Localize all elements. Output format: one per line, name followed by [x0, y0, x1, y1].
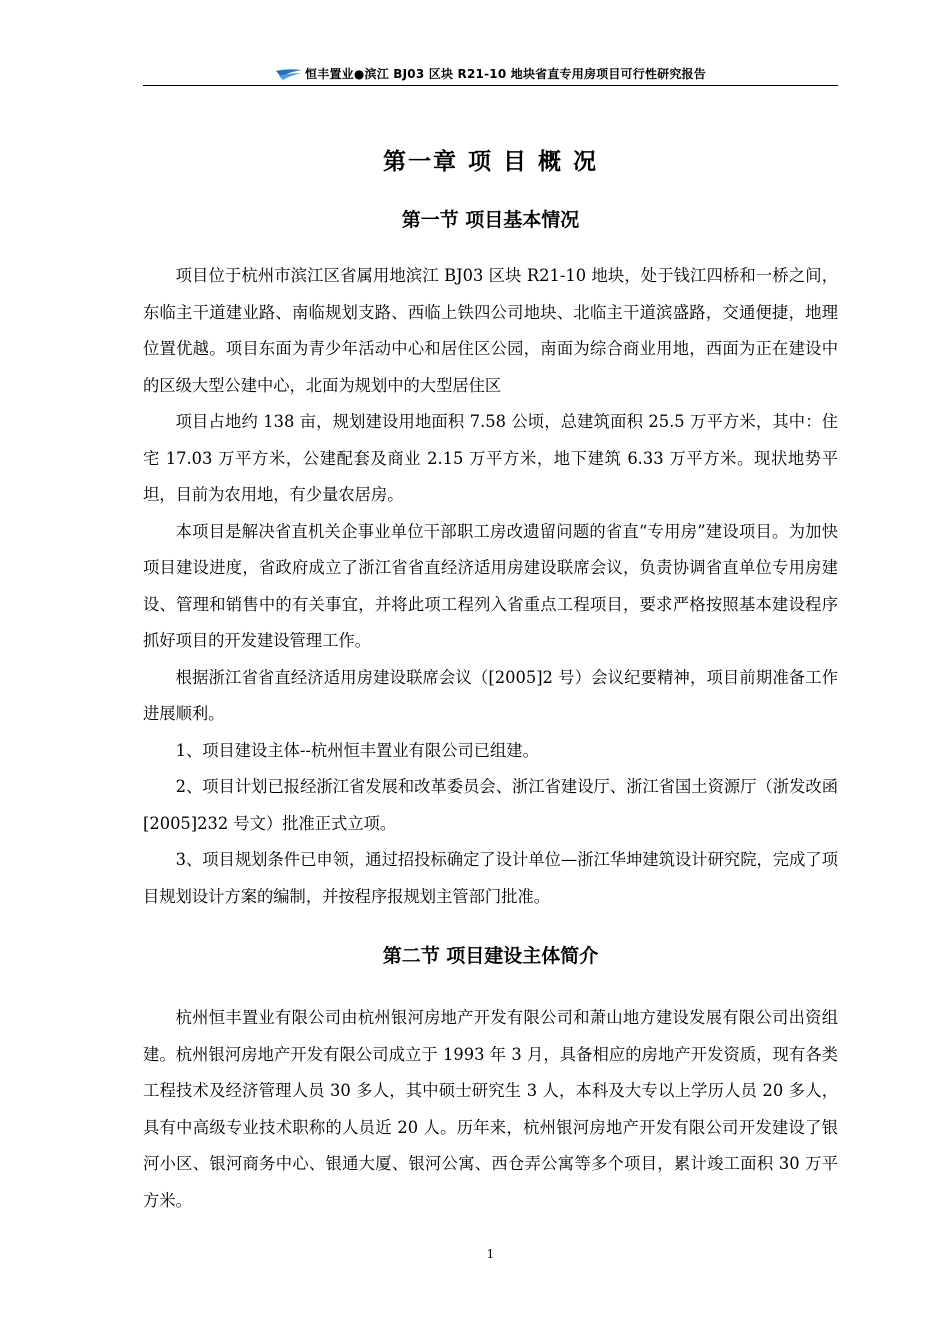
section-1-body: [143, 258, 838, 915]
header-title: 恒丰置业●滨江 BJ03 区块 R21-10 地块省直专用房项目可行性研究报告: [305, 67, 706, 81]
page-header: [143, 62, 838, 86]
paragraph: 项目占地约 138 亩，规划建设用地面积 7.58 公顷，总建筑面积 25.5 万平方米，其中：住宅 17.03 万平方米，公建配套及商业 2.15 万平方米，地下建筑 6.33 万平方米。现状地势平坦，目前为农用地，有少量农居房。: [143, 412, 838, 504]
paragraph: 2、项目计划已报经浙江省发展和改革委员会、浙江省建设厅、浙江省国土资源厅（浙发改函[2005]232 号文）批准正式立项。: [143, 777, 838, 833]
paragraph: 根据浙江省省直经济适用房建设联席会议（[2005]2 号）会议纪要精神，项目前期准备工作进展顺利。: [143, 667, 838, 723]
paragraph: 1、项目建设主体--杭州恒丰置业有限公司已组建。: [175, 740, 539, 760]
section-2-body: [143, 1000, 838, 1219]
paragraph: 项目位于杭州市滨江区省属用地滨江 BJ03 区块 R21-10 地块，处于钱江四桥和一桥之间，东临主干道建业路、南临规划支路、西临上铁四公司地块、北临主干道滨盛路，交通便捷，地理位置优越。项目东面为青少年活动中心和居住区公园，南面为综合商业用地，西面为正在建设中的区级大型公建中心，北面为规划中的大型居住区: [143, 266, 838, 395]
company-swoosh-logo-icon: [275, 67, 303, 81]
chapter-title: 第一章 项 目 概 况: [382, 149, 599, 175]
page-number: 1: [486, 1247, 495, 1261]
section-2-title: 第二节 项目建设主体简介: [382, 945, 599, 967]
section-1-title: 第一节 项目基本情况: [401, 209, 580, 231]
paragraph: 杭州恒丰置业有限公司由杭州银河房地产开发有限公司和萧山地方建设发展有限公司出资组建。杭州银河房地产开发有限公司成立于 1993 年 3 月，具备相应的房地产开发资质，现有各类工程技术及经济管理人员 30 多人，其中硕士研究生 3 人，本科及大专以上学历人员 20 多人，具有中高级专业技术职称的人员近 20 人。历年来，杭州银河房地产开发有限公司开发建设了银河小区、银河商务中心、银通大厦、银河公寓、西仓弄公寓等多个项目，累计竣工面积 30 万平方米。: [143, 1008, 838, 1210]
paragraph: 3、项目规划条件已申领，通过招投标确定了设计单位—浙江华坤建筑设计研究院，完成了项目规划设计方案的编制，并按程序报规划主管部门批准。: [143, 850, 838, 906]
paragraph: 本项目是解决省直机关企事业单位干部职工房改遗留问题的省直“专用房”建设项目。为加快项目建设进度，省政府成立了浙江省省直经济适用房建设联席会议，负责协调省直单位专用房建设、管理和销售中的有关事宜，并将此项工程列入省重点工程项目，要求严格按照基本建设程序抓好项目的开发建设管理工作。: [143, 521, 838, 650]
